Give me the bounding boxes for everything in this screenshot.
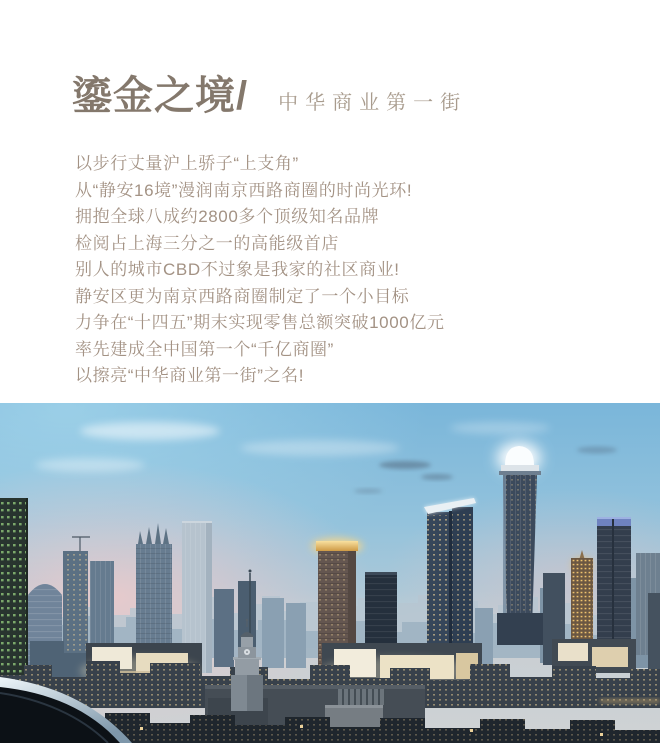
text-line: 检阅占上海三分之一的高能级首店 [75, 233, 339, 253]
text-line: 率先建成全中国第一个“千亿商圈” [75, 339, 334, 359]
header [72, 64, 467, 121]
page-subtitle: 中华商业第一街 [278, 92, 468, 114]
blue-crown-tower [597, 517, 631, 644]
text-line: 拥抱全球八成约2800多个顶级知名品牌 [75, 207, 380, 226]
text-line: 以擦亮“中华商业第一街”之名! [75, 366, 305, 385]
page-title: 鎏金之境/ [72, 74, 249, 118]
body-text [75, 151, 445, 390]
text-line: 以步行丈量沪上骄子“上支角” [75, 154, 299, 173]
text-line: 从“静安16境”漫润南京西路商圈的时尚光环! [75, 180, 413, 200]
blade-top-towers [424, 498, 476, 657]
text-line: 别人的城市CBD不过象是我家的社区商业! [75, 260, 400, 279]
skyline-photo [0, 403, 660, 743]
text-line: 静安区更为南京西路商圈制定了一个小目标 [75, 286, 410, 306]
green-lit-tower [0, 498, 28, 675]
text-line: 力争在“十四五”期末实现零售总额突破1000亿元 [75, 313, 445, 332]
